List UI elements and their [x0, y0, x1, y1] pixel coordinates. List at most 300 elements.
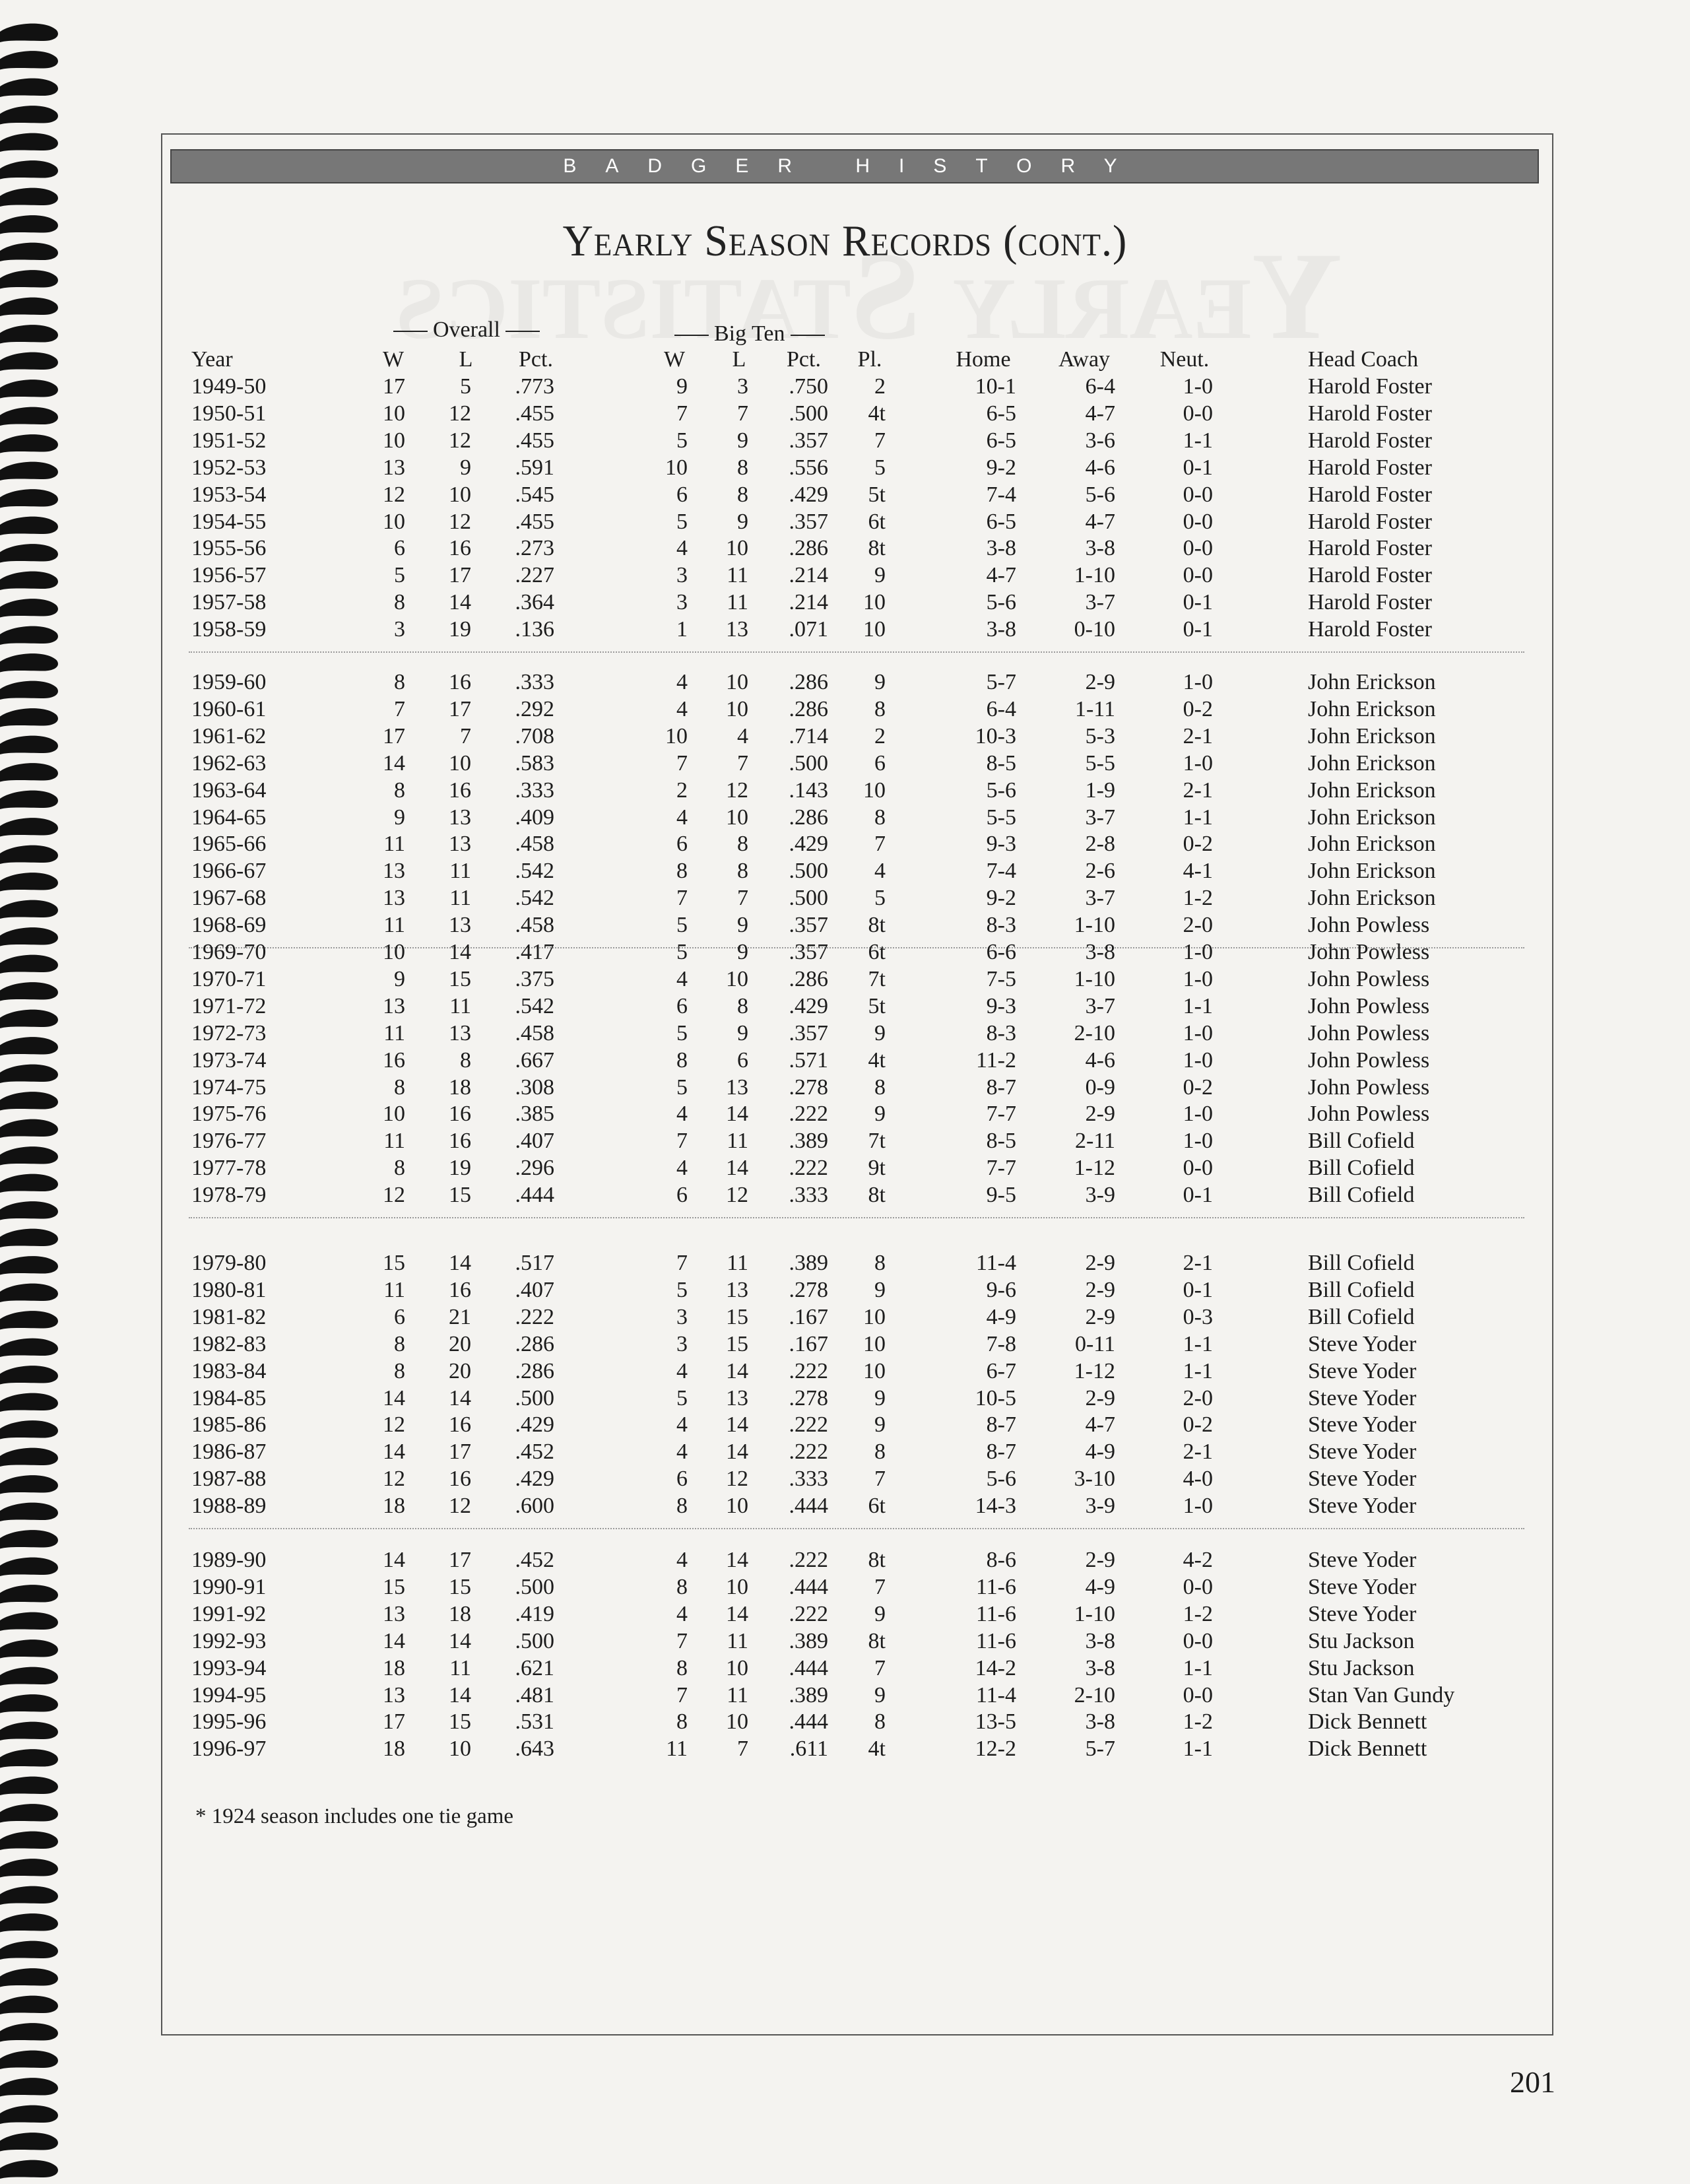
cell-year: 1959-60: [191, 670, 267, 694]
cell-coach: Harold Foster: [1308, 374, 1432, 399]
cell-year: 1949-50: [191, 374, 267, 399]
cell-neut: 1-0: [1183, 750, 1213, 776]
cell-year: 1984-85: [191, 1385, 267, 1410]
spiral-ring: [0, 2023, 58, 2041]
cell-bt-l: 10: [726, 696, 748, 721]
cell-pl: 9: [874, 1682, 886, 1707]
cell-pl: 8t: [868, 536, 886, 561]
cell-neut: 4-1: [1183, 859, 1213, 884]
cell-pct: .708: [515, 723, 554, 748]
cell-home: 10-1: [975, 374, 1016, 399]
cell-year: 1978-79: [191, 1183, 267, 1208]
cell-coach: Harold Foster: [1308, 617, 1432, 642]
cell-pl: 5t: [868, 482, 886, 507]
spiral-ring: [0, 24, 58, 42]
cell-w: 10: [383, 428, 405, 453]
cell-pct: .773: [515, 374, 554, 399]
cell-l: 12: [449, 428, 471, 453]
cell-l: 20: [449, 1331, 471, 1356]
cell-bt-pct: .357: [789, 940, 828, 964]
cell-home: 8-5: [986, 750, 1016, 776]
cell-pct: .417: [515, 940, 554, 964]
page-title: Yearly Season Records (cont.): [562, 216, 1128, 265]
cell-l: 10: [449, 482, 471, 507]
cell-home: 7-8: [986, 1331, 1016, 1356]
cell-pct: .409: [515, 805, 554, 830]
cell-bt-pct: .222: [789, 1358, 828, 1383]
cell-bt-w: 5: [676, 509, 688, 534]
cell-coach: Bill Cofield: [1308, 1251, 1415, 1275]
spiral-ring: [0, 626, 58, 645]
cell-neut: 1-0: [1183, 1129, 1213, 1154]
cell-l: 16: [449, 536, 471, 561]
spiral-ring: [0, 1832, 58, 1850]
cell-w: 8: [394, 1331, 405, 1356]
cell-w: 18: [383, 1494, 405, 1519]
cell-pct: .419: [515, 1601, 554, 1626]
cell-coach: Steve Yoder: [1308, 1601, 1417, 1626]
cell-home: 9-2: [986, 886, 1016, 911]
spiral-ring: [0, 1366, 58, 1384]
cell-home: 5-6: [986, 1467, 1016, 1492]
spiral-ring: [0, 2160, 58, 2179]
cell-l: 10: [449, 1737, 471, 1762]
cell-bt-w: 4: [676, 1601, 688, 1626]
cell-bt-w: 4: [676, 670, 688, 694]
cell-neut: 0-0: [1183, 1156, 1213, 1181]
cell-pct: .458: [515, 832, 554, 857]
cell-bt-pct: .333: [789, 1183, 828, 1208]
column-header-pct: Pct.: [519, 347, 553, 372]
cell-neut: 1-0: [1183, 966, 1213, 991]
cell-year: 1990-91: [191, 1574, 267, 1599]
cell-bt-w: 7: [676, 750, 688, 776]
cell-home: 3-8: [986, 617, 1016, 642]
cell-pct: .286: [515, 1331, 554, 1356]
cell-year: 1986-87: [191, 1439, 267, 1465]
cell-home: 4-9: [986, 1304, 1016, 1329]
cell-coach: John Powless: [1308, 993, 1430, 1018]
spiral-ring: [0, 845, 58, 864]
cell-bt-w: 8: [676, 1574, 688, 1599]
cell-bt-l: 14: [726, 1439, 748, 1465]
cell-neut: 1-0: [1183, 940, 1213, 964]
cell-away: 2-9: [1085, 1251, 1115, 1275]
cell-neut: 0-1: [1183, 455, 1213, 480]
cell-year: 1955-56: [191, 536, 267, 561]
cell-away: 3-7: [1085, 590, 1115, 615]
cell-pct: .296: [515, 1156, 554, 1181]
cell-neut: 4-0: [1183, 1467, 1213, 1492]
cell-home: 8-7: [986, 1075, 1016, 1100]
cell-bt-w: 8: [676, 859, 688, 884]
cell-bt-w: 4: [676, 966, 688, 991]
cell-bt-pct: .222: [789, 1102, 828, 1127]
cell-pct: .542: [515, 886, 554, 911]
cell-bt-l: 13: [726, 1277, 748, 1302]
cell-pl: 9: [874, 1020, 886, 1045]
cell-year: 1958-59: [191, 617, 267, 642]
cell-coach: Steve Yoder: [1308, 1494, 1417, 1519]
cell-bt-pct: .222: [789, 1601, 828, 1626]
cell-home: 11-6: [975, 1628, 1016, 1653]
cell-l: 14: [449, 1628, 471, 1653]
cell-bt-pct: .222: [789, 1548, 828, 1572]
cell-neut: 1-0: [1183, 1020, 1213, 1045]
cell-coach: John Powless: [1308, 1102, 1430, 1127]
cell-pl: 10: [863, 1304, 886, 1329]
cell-bt-l: 11: [727, 563, 748, 588]
cell-bt-w: 7: [676, 1682, 688, 1707]
cell-pl: 7: [874, 1574, 886, 1599]
cell-pct: .600: [515, 1494, 554, 1519]
cell-year: 1951-52: [191, 428, 267, 453]
cell-w: 13: [383, 455, 405, 480]
cell-bt-w: 6: [676, 482, 688, 507]
cell-bt-w: 5: [676, 1277, 688, 1302]
spiral-ring: [0, 325, 58, 343]
spiral-ring: [0, 681, 58, 700]
spiral-ring: [0, 2105, 58, 2124]
cell-neut: 1-2: [1183, 886, 1213, 911]
cell-w: 10: [383, 401, 405, 426]
cell-away: 2-9: [1085, 1304, 1115, 1329]
cell-pl: 9: [874, 563, 886, 588]
cell-bt-w: 5: [676, 940, 688, 964]
cell-home: 8-6: [986, 1548, 1016, 1572]
cell-year: 1996-97: [191, 1737, 267, 1762]
cell-coach: Bill Cofield: [1308, 1156, 1415, 1181]
cell-neut: 0-2: [1183, 696, 1213, 721]
cell-bt-l: 7: [737, 886, 748, 911]
cell-away: 3-8: [1085, 1709, 1115, 1735]
cell-pct: .273: [515, 536, 554, 561]
cell-away: 6-4: [1085, 374, 1115, 399]
cell-bt-pct: .500: [789, 401, 828, 426]
cell-away: 2-10: [1074, 1682, 1115, 1707]
cell-year: 1953-54: [191, 482, 267, 507]
cell-bt-w: 7: [676, 1628, 688, 1653]
cell-w: 9: [394, 805, 405, 830]
cell-w: 10: [383, 940, 405, 964]
cell-bt-l: 14: [726, 1412, 748, 1438]
cell-pl: 7: [874, 1467, 886, 1492]
cell-w: 3: [394, 617, 405, 642]
cell-bt-pct: .444: [789, 1655, 828, 1680]
cell-away: 3-8: [1085, 1655, 1115, 1680]
cell-coach: John Erickson: [1308, 750, 1436, 776]
cell-neut: 1-2: [1183, 1601, 1213, 1626]
spiral-ring: [0, 2078, 58, 2096]
cell-l: 17: [449, 1439, 471, 1465]
cell-neut: 0-3: [1183, 1304, 1213, 1329]
cell-pct: .429: [515, 1467, 554, 1492]
cell-bt-w: 3: [676, 563, 688, 588]
cell-home: 8-7: [986, 1439, 1016, 1465]
cell-w: 6: [394, 536, 405, 561]
cell-l: 16: [449, 1412, 471, 1438]
cell-neut: 0-0: [1183, 509, 1213, 534]
spiral-ring: [0, 462, 58, 480]
cell-neut: 0-0: [1183, 482, 1213, 507]
cell-pl: 6t: [868, 940, 886, 964]
cell-year: 1961-62: [191, 723, 267, 748]
cell-away: 0-9: [1085, 1075, 1115, 1100]
spiral-ring: [0, 1037, 58, 1055]
cell-bt-pct: .278: [789, 1385, 828, 1410]
cell-home: 9-6: [986, 1277, 1016, 1302]
cell-pct: .375: [515, 966, 554, 991]
cell-bt-w: 6: [676, 1467, 688, 1492]
spiral-ring: [0, 407, 58, 426]
cell-neut: 0-2: [1183, 1412, 1213, 1438]
cell-away: 2-9: [1085, 1548, 1115, 1572]
cell-coach: John Powless: [1308, 940, 1430, 964]
cell-l: 15: [449, 1183, 471, 1208]
spiral-ring: [0, 900, 58, 919]
cell-bt-l: 8: [737, 482, 748, 507]
cell-home: 5-7: [986, 670, 1016, 694]
cell-w: 17: [383, 374, 405, 399]
spiral-ring: [0, 1339, 58, 1357]
cell-bt-pct: .286: [789, 966, 828, 991]
cell-pl: 9: [874, 1102, 886, 1127]
cell-pct: .458: [515, 1020, 554, 1045]
cell-home: 5-6: [986, 590, 1016, 615]
cell-home: 9-3: [986, 832, 1016, 857]
cell-bt-pct: .286: [789, 805, 828, 830]
cell-w: 12: [383, 1412, 405, 1438]
cell-bt-w: 10: [665, 455, 688, 480]
cell-year: 1974-75: [191, 1075, 267, 1100]
cell-w: 10: [383, 1102, 405, 1127]
cell-away: 2-9: [1085, 1102, 1115, 1127]
cell-pct: .481: [515, 1682, 554, 1707]
spiral-ring: [0, 599, 58, 617]
cell-away: 1-12: [1074, 1156, 1115, 1181]
cell-coach: John Erickson: [1308, 723, 1436, 748]
cell-year: 1988-89: [191, 1494, 267, 1519]
cell-home: 9-2: [986, 455, 1016, 480]
column-header-bt-pct: Pct.: [787, 347, 821, 372]
group-separator: [189, 1217, 1524, 1218]
cell-year: 1957-58: [191, 590, 267, 615]
spiral-ring: [0, 1448, 58, 1467]
cell-home: 8-7: [986, 1412, 1016, 1438]
cell-w: 12: [383, 1467, 405, 1492]
cell-w: 8: [394, 590, 405, 615]
cell-pl: 8: [874, 1439, 886, 1465]
cell-w: 11: [383, 1277, 405, 1302]
cell-pct: .667: [515, 1047, 554, 1073]
cell-neut: 2-1: [1183, 1439, 1213, 1465]
cell-home: 8-3: [986, 1020, 1016, 1045]
cell-l: 12: [449, 509, 471, 534]
cell-neut: 1-0: [1183, 1102, 1213, 1127]
spiral-ring: [0, 955, 58, 974]
cell-home: 6-4: [986, 696, 1016, 721]
cell-bt-l: 10: [726, 536, 748, 561]
cell-year: 1980-81: [191, 1277, 267, 1302]
cell-bt-pct: .286: [789, 536, 828, 561]
cell-pl: 6: [874, 750, 886, 776]
cell-year: 1982-83: [191, 1331, 267, 1356]
cell-l: 10: [449, 750, 471, 776]
cell-home: 9-3: [986, 993, 1016, 1018]
cell-neut: 2-0: [1183, 1385, 1213, 1410]
cell-home: 7-7: [986, 1102, 1016, 1127]
spiral-ring: [0, 79, 58, 97]
cell-bt-w: 3: [676, 590, 688, 615]
cell-pl: 6t: [868, 1494, 886, 1519]
cell-l: 5: [460, 374, 471, 399]
cell-pl: 7t: [868, 966, 886, 991]
cell-bt-l: 11: [727, 1682, 748, 1707]
cell-away: 2-9: [1085, 670, 1115, 694]
cell-bt-pct: .714: [789, 723, 828, 748]
cell-coach: Steve Yoder: [1308, 1331, 1417, 1356]
cell-bt-pct: .389: [789, 1682, 828, 1707]
cell-home: 6-5: [986, 509, 1016, 534]
cell-neut: 1-1: [1183, 1655, 1213, 1680]
cell-pl: 5: [874, 455, 886, 480]
cell-neut: 0-0: [1183, 563, 1213, 588]
spiral-ring: [0, 1119, 58, 1138]
spiral-ring: [0, 160, 58, 179]
cell-pct: .455: [515, 428, 554, 453]
cell-bt-w: 4: [676, 1156, 688, 1181]
cell-year: 1956-57: [191, 563, 267, 588]
cell-pct: .621: [515, 1655, 554, 1680]
cell-l: 12: [449, 401, 471, 426]
cell-bt-pct: .750: [789, 374, 828, 399]
cell-year: 1992-93: [191, 1628, 267, 1653]
cell-coach: Bill Cofield: [1308, 1129, 1415, 1154]
cell-year: 1970-71: [191, 966, 267, 991]
cell-pl: 9: [874, 1385, 886, 1410]
cell-coach: Steve Yoder: [1308, 1467, 1417, 1492]
spiral-ring: [0, 2051, 58, 2069]
cell-bt-l: 7: [737, 750, 748, 776]
cell-l: 19: [449, 1156, 471, 1181]
spiral-ring: [0, 489, 58, 508]
cell-home: 7-4: [986, 482, 1016, 507]
cell-l: 17: [449, 563, 471, 588]
cell-w: 17: [383, 1709, 405, 1735]
cell-w: 11: [383, 913, 405, 938]
cell-bt-w: 5: [676, 1075, 688, 1100]
cell-home: 7-5: [986, 966, 1016, 991]
cell-bt-pct: .214: [789, 590, 828, 615]
cell-bt-l: 9: [737, 913, 748, 938]
cell-away: 2-9: [1085, 1277, 1115, 1302]
cell-neut: 0-1: [1183, 617, 1213, 642]
cell-l: 8: [460, 1047, 471, 1073]
cell-coach: Stan Van Gundy: [1308, 1682, 1455, 1707]
cell-away: 3-9: [1085, 1494, 1115, 1519]
cell-home: 14-3: [975, 1494, 1016, 1519]
cell-pl: 10: [863, 1331, 886, 1356]
cell-coach: John Erickson: [1308, 886, 1436, 911]
cell-l: 13: [449, 913, 471, 938]
cell-coach: Steve Yoder: [1308, 1548, 1417, 1572]
cell-pct: .531: [515, 1709, 554, 1735]
cell-home: 6-5: [986, 428, 1016, 453]
cell-away: 1-10: [1074, 1601, 1115, 1626]
cell-coach: John Powless: [1308, 1075, 1430, 1100]
cell-w: 8: [394, 670, 405, 694]
cell-neut: 4-2: [1183, 1548, 1213, 1572]
cell-home: 8-3: [986, 913, 1016, 938]
cell-away: 3-8: [1085, 940, 1115, 964]
cell-year: 1963-64: [191, 778, 267, 803]
spiral-ring: [0, 572, 58, 590]
cell-bt-pct: .500: [789, 859, 828, 884]
cell-home: 11-4: [975, 1251, 1016, 1275]
cell-away: 2-10: [1074, 1020, 1115, 1045]
cell-l: 16: [449, 670, 471, 694]
column-header-year: Year: [191, 347, 233, 372]
cell-away: 3-8: [1085, 1628, 1115, 1653]
cell-away: 3-7: [1085, 805, 1115, 830]
spiral-ring: [0, 1886, 58, 1905]
cell-bt-l: 3: [737, 374, 748, 399]
cell-w: 11: [383, 1129, 405, 1154]
cell-bt-w: 8: [676, 1709, 688, 1735]
cell-neut: 0-0: [1183, 401, 1213, 426]
cell-bt-pct: .429: [789, 482, 828, 507]
cell-home: 8-5: [986, 1129, 1016, 1154]
cell-pct: .444: [515, 1183, 554, 1208]
cell-l: 9: [460, 455, 471, 480]
cell-bt-l: 8: [737, 859, 748, 884]
cell-coach: Bill Cofield: [1308, 1183, 1415, 1208]
cell-coach: John Erickson: [1308, 832, 1436, 857]
cell-bt-l: 12: [726, 1467, 748, 1492]
column-header-w: W: [382, 347, 405, 372]
cell-bt-w: 1: [676, 617, 688, 642]
cell-bt-w: 5: [676, 913, 688, 938]
cell-neut: 1-1: [1183, 805, 1213, 830]
cell-pl: 4t: [868, 401, 886, 426]
cell-pl: 4t: [868, 1737, 886, 1762]
cell-coach: John Erickson: [1308, 696, 1436, 721]
cell-year: 1967-68: [191, 886, 267, 911]
cell-away: 5-5: [1085, 750, 1115, 776]
cell-bt-l: 10: [726, 1574, 748, 1599]
spiral-ring: [0, 1667, 58, 1686]
spiral-ring: [0, 763, 58, 781]
cell-bt-w: 4: [676, 1102, 688, 1127]
cell-bt-w: 8: [676, 1047, 688, 1073]
cell-pct: .517: [515, 1251, 554, 1275]
cell-pl: 10: [863, 1358, 886, 1383]
spiral-ring: [0, 1229, 58, 1247]
cell-away: 5-7: [1085, 1737, 1115, 1762]
cell-bt-w: 2: [676, 778, 688, 803]
cell-year: 1952-53: [191, 455, 267, 480]
cell-w: 5: [394, 563, 405, 588]
cell-bt-l: 10: [726, 805, 748, 830]
cell-bt-l: 9: [737, 509, 748, 534]
cell-year: 1968-69: [191, 913, 267, 938]
cell-bt-pct: .429: [789, 993, 828, 1018]
cell-pl: 7: [874, 1655, 886, 1680]
cell-w: 8: [394, 1358, 405, 1383]
spiral-ring: [0, 270, 58, 288]
cell-l: 15: [449, 1709, 471, 1735]
cell-neut: 1-1: [1183, 1331, 1213, 1356]
